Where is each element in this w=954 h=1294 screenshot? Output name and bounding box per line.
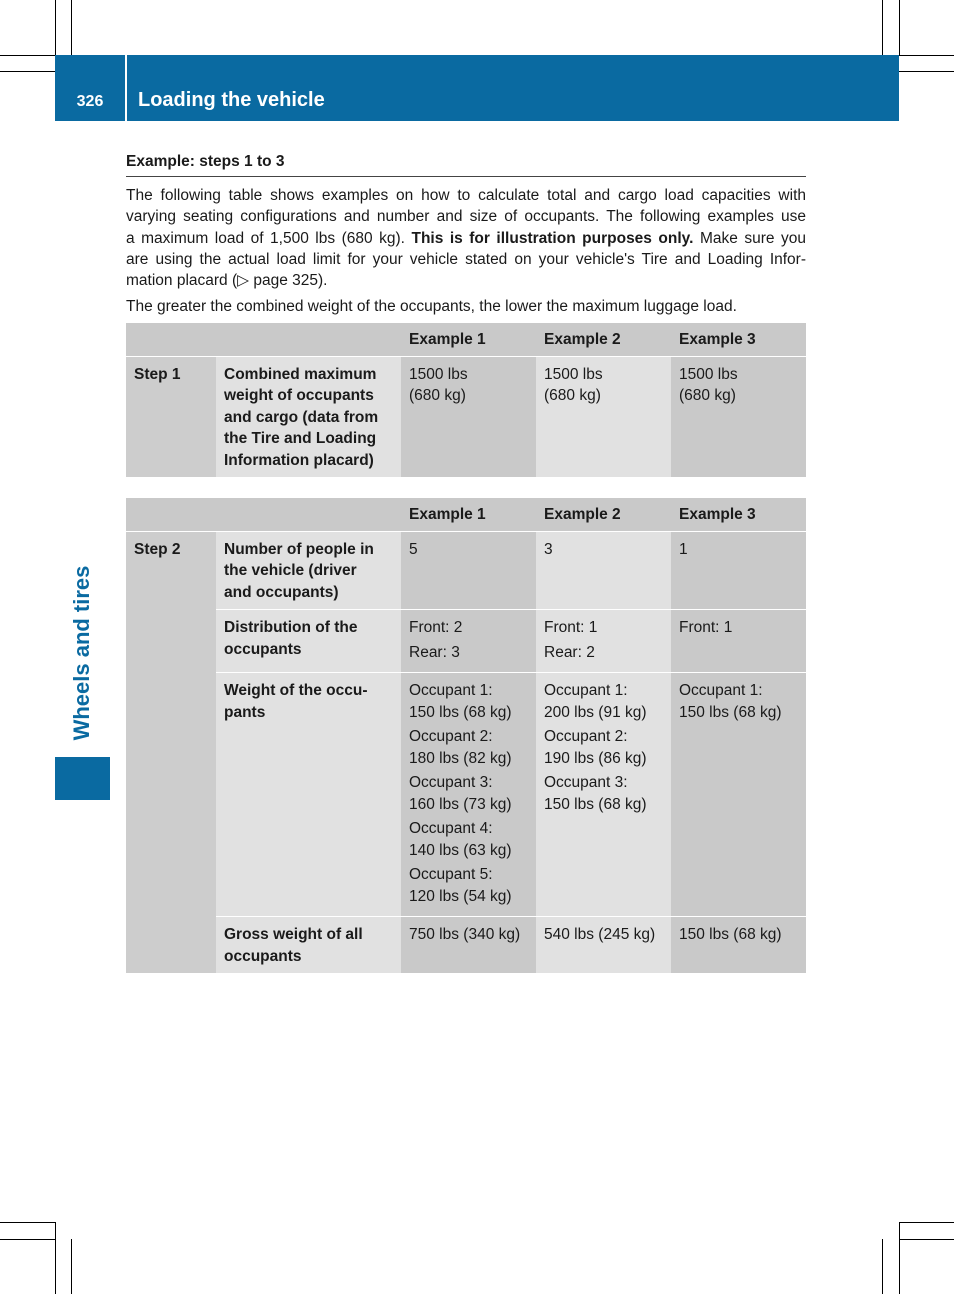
crop-mark	[71, 1239, 72, 1294]
crop-mark	[882, 0, 883, 55]
occupant-weight: 160 lbs (73 kg)	[409, 795, 512, 813]
row-label-line: Number of people in	[224, 540, 374, 558]
intro-line: are using the actual load limit for your vehicle stated on your vehicle's Tire and Loading Infor-	[126, 250, 806, 268]
occupant-weight: 190 lbs (86 kg)	[544, 749, 647, 767]
row-label-line: occupants	[224, 640, 302, 658]
header-cell	[216, 498, 401, 531]
occupant-label: Occupant 4:	[409, 820, 493, 837]
value-cell: 750 lbs (340 kg)	[401, 917, 536, 974]
value-cell	[401, 356, 536, 478]
value-line: (680 kg)	[679, 387, 736, 404]
value-cell	[536, 673, 671, 917]
value-line: Front: 2	[409, 619, 463, 636]
value-cell: 3	[536, 531, 671, 610]
crop-mark	[899, 1222, 954, 1223]
occupant-label: Occupant 3:	[544, 774, 628, 791]
crop-mark	[0, 55, 55, 56]
occupant-weight: 150 lbs (68 kg)	[679, 703, 782, 721]
header-example-1: Example 1	[401, 498, 536, 531]
header-cell	[126, 323, 216, 356]
crop-mark	[899, 0, 900, 55]
crop-mark	[55, 1222, 56, 1294]
crop-mark	[0, 71, 55, 72]
occupant-label: Occupant 2:	[544, 728, 628, 745]
step-label: Step 1	[126, 356, 216, 478]
row-label-line: Gross weight of all	[224, 926, 363, 943]
crop-mark	[899, 1239, 954, 1240]
row-label	[216, 531, 401, 610]
row-label-line: pants	[224, 703, 266, 721]
row-label-line: occupants	[224, 947, 302, 965]
row-label-line: Weight of the occu-	[224, 682, 368, 699]
occupant-entry	[409, 864, 528, 907]
side-tab-marker	[55, 757, 110, 800]
occupant-entry	[544, 772, 663, 815]
value-cell	[671, 673, 806, 917]
section-title: Example: steps 1 to 3	[126, 153, 285, 170]
step-label: Step 2	[126, 531, 216, 974]
value-cell	[536, 610, 671, 673]
intro-line: varying seating configurations and number and size of occupants. The following examples use	[126, 208, 806, 226]
row-label-line: the Tire and Loading	[224, 430, 377, 447]
value-cell: 540 lbs (245 kg)	[536, 917, 671, 974]
occupant-entry	[544, 680, 663, 723]
header-example-1: Example 1	[401, 323, 536, 356]
occupant-label: Occupant 2:	[409, 728, 493, 745]
occupant-weight: 140 lbs (63 kg)	[409, 841, 512, 859]
row-label-line: Information placard)	[224, 451, 374, 469]
value-line: Rear: 3	[409, 643, 460, 661]
occupant-weight: 120 lbs (54 kg)	[409, 887, 512, 905]
occupant-label: Occupant 1:	[544, 682, 628, 699]
value-cell	[536, 356, 671, 478]
occupant-label: Occupant 3:	[409, 774, 493, 791]
section-divider	[126, 176, 806, 177]
intro-emphasis: This is for illustration purposes only.	[411, 229, 694, 247]
intro-text: Make sure you	[693, 229, 806, 247]
row-label-line: Combined maximum	[224, 365, 377, 383]
value-cell: 150 lbs (68 kg)	[671, 917, 806, 974]
crop-mark	[899, 71, 954, 72]
occupant-weight: 200 lbs (91 kg)	[544, 703, 647, 721]
intro-line: The following table shows examples on how to calculate total and cargo load capacities with	[126, 187, 806, 204]
crop-mark	[71, 0, 72, 55]
occupant-weight: 150 lbs (68 kg)	[409, 703, 512, 721]
value-cell	[401, 673, 536, 917]
value-line: Front: 1	[544, 619, 598, 636]
intro-text: a maximum load of 1,500 lbs (680 kg).	[126, 229, 412, 247]
row-label-line: weight of occupants	[224, 387, 374, 404]
occupant-label: Occupant 5:	[409, 866, 493, 883]
row-label	[216, 917, 401, 974]
crop-mark	[55, 0, 56, 55]
crop-mark	[899, 55, 954, 56]
intro-line: mation placard (▷ page 325).	[126, 272, 328, 290]
table-row	[126, 531, 806, 610]
occupant-weight: 150 lbs (68 kg)	[544, 795, 647, 813]
value-line: (680 kg)	[544, 387, 601, 404]
occupant-entry	[409, 680, 528, 723]
row-label-line: Distribution of the	[224, 619, 358, 636]
occupant-label: Occupant 1:	[409, 682, 493, 699]
value-line: 1500 lbs	[409, 365, 468, 383]
header-cell	[216, 323, 401, 356]
value-line: Front: 1	[679, 619, 733, 636]
header-example-2: Example 2	[536, 498, 671, 531]
occupant-entry	[409, 818, 528, 861]
header-cell	[126, 498, 216, 531]
occupant-entry	[409, 772, 528, 815]
occupant-label: Occupant 1:	[679, 682, 763, 699]
crop-mark	[0, 1222, 55, 1223]
header-example-2: Example 2	[536, 323, 671, 356]
row-label-line: and cargo (data from	[224, 408, 379, 426]
value-line: 1500 lbs	[679, 365, 738, 383]
crop-mark	[0, 1239, 55, 1240]
value-cell: 5	[401, 531, 536, 610]
side-tab-label: Wheels and tires	[69, 565, 94, 741]
occupant-entry	[679, 680, 798, 723]
table-row	[126, 610, 806, 673]
crop-mark	[899, 1222, 900, 1294]
occupant-entry	[544, 726, 663, 769]
value-cell	[671, 356, 806, 478]
header-example-3: Example 3	[671, 498, 806, 531]
value-line: Rear: 2	[544, 643, 595, 661]
intro-line	[126, 228, 806, 249]
occupant-weight: 180 lbs (82 kg)	[409, 749, 512, 767]
intro-note: The greater the combined weight of the occupants, the lower the maximum luggage load.	[126, 298, 737, 315]
page-title: Loading the vehicle	[138, 89, 325, 111]
table-row	[126, 673, 806, 917]
table-header-row	[126, 498, 806, 531]
row-label	[216, 610, 401, 673]
table-header-row	[126, 323, 806, 356]
header-example-3: Example 3	[671, 323, 806, 356]
step1-table	[126, 323, 806, 478]
step2-table	[126, 498, 806, 974]
value-cell	[401, 610, 536, 673]
header-divider	[125, 55, 127, 121]
row-label	[216, 673, 401, 917]
occupant-entry	[409, 726, 528, 769]
crop-mark	[882, 1239, 883, 1294]
value-cell: 1	[671, 531, 806, 610]
page-number: 326	[76, 93, 104, 110]
row-label-line: and occupants)	[224, 583, 339, 601]
table-row	[126, 356, 806, 478]
value-cell	[671, 610, 806, 673]
value-line: (680 kg)	[409, 387, 466, 404]
value-line: 1500 lbs	[544, 365, 603, 383]
intro-paragraph	[126, 185, 806, 291]
row-label	[216, 356, 401, 478]
row-label-line: the vehicle (driver	[224, 562, 357, 579]
table-row	[126, 917, 806, 974]
